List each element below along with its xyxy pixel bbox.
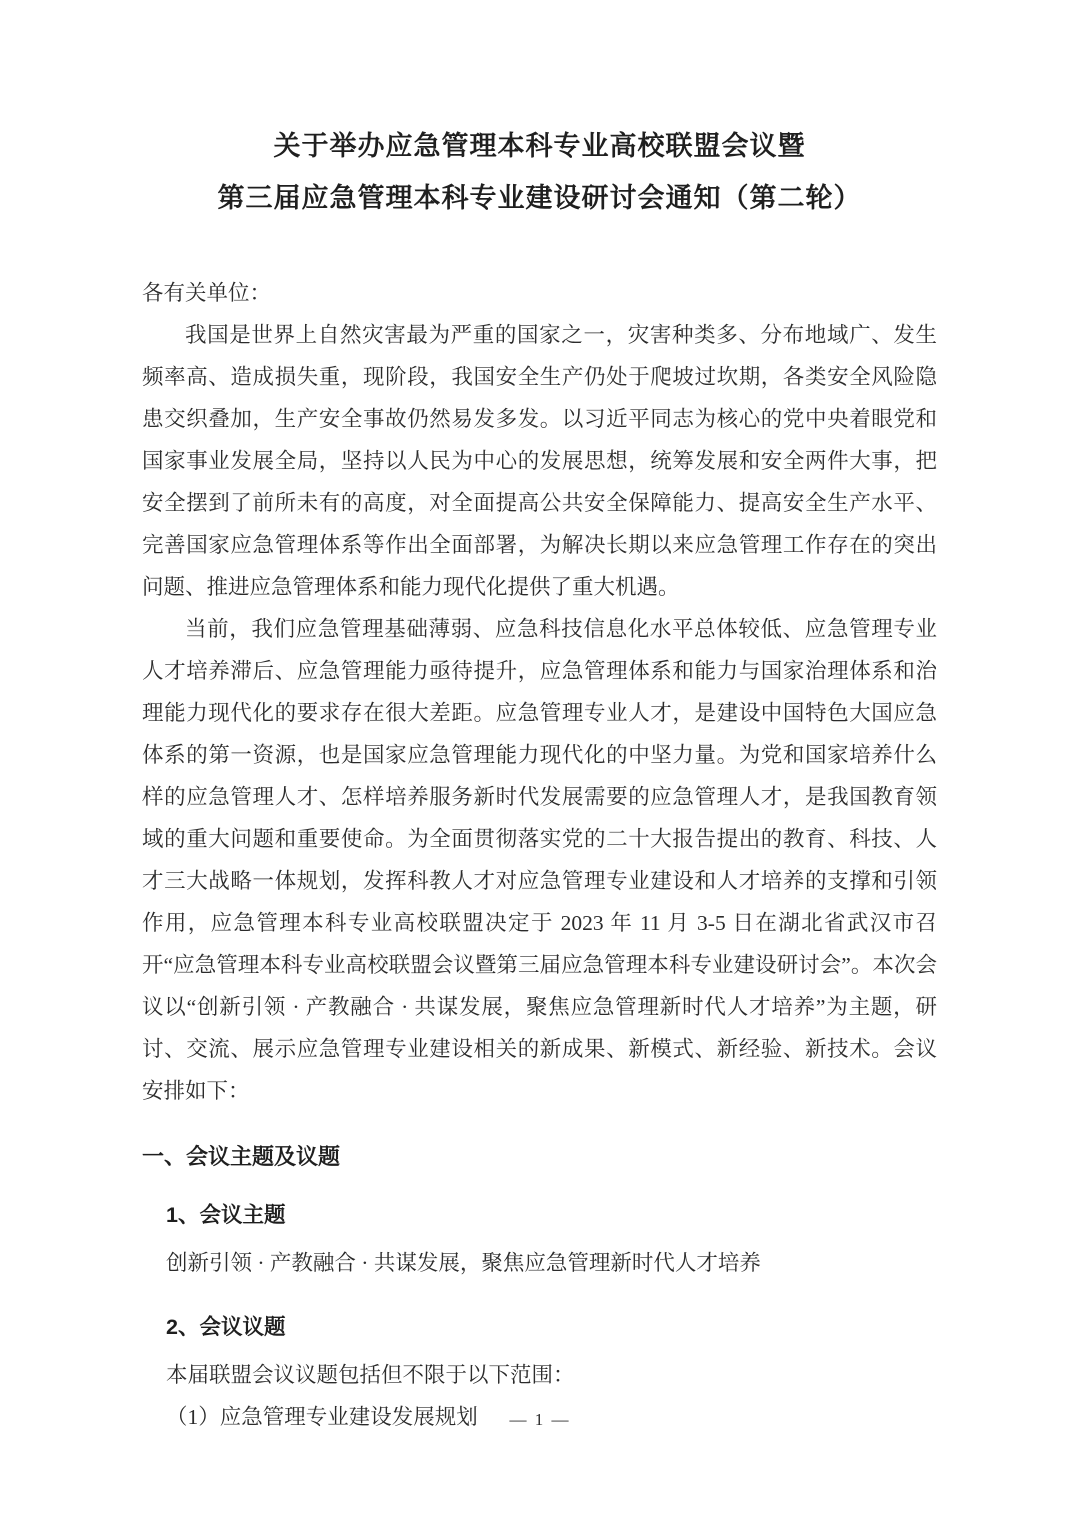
title-gap [142,224,937,272]
meeting-theme-text: 创新引领 · 产教融合 · 共谋发展，聚焦应急管理新时代人才培养 [166,1251,761,1275]
section-heading-1: 一、会议主题及议题 [142,1144,341,1169]
subheading-meeting-theme: 1、会议主题 [166,1203,286,1227]
subheading-meeting-topics: 2、会议议题 [166,1315,286,1339]
paragraph-1: 我国是世界上自然灾害最为严重的国家之一，灾害种类多、分布地域广、发生频率高、造成损失重，现阶段，我国安全生产仍处于爬坡过坎期，各类安全风险隐患交织叠加，生产安全事故仍然易发多发。以习近平同志为核心的党中央着眼党和国家事业发展全局，坚持以人民为中心的发展思想，统筹发展和安全两件大事，把安全摆到了前所未有的高度，对全面提高公共安全保障能力、提高安全生产水平、完善国家应急管理体系等作出全面部署，为解决长期以来应急管理工作存在的突出问题、推进应急管理体系和能力现代化提供了重大机遇。 [142,323,937,599]
page-number: — 1 — [509,1410,571,1429]
section-1-subblock [166,1200,937,1438]
meeting-topics-intro: 本届联盟会议议题包括但不限于以下范围： [166,1363,575,1387]
document-title-line2: 第三届应急管理本科专业建设研讨会通知（第二轮） [217,183,862,213]
topic-item-1: （1）应急管理专业建设发展规划 [166,1405,478,1429]
paragraph-2: 当前，我们应急管理基础薄弱、应急科技信息化水平总体较低、应急管理专业人才培养滞后、应急管理能力亟待提升，应急管理体系和能力与国家治理体系和治理能力现代化的要求存在很大差距。应急管理专业人才，是建设中国特色大国应急体系的第一资源，也是国家应急管理能力现代化的中坚力量。为党和国家培养什么样的应急管理人才、怎样培养服务新时代发展需要的应急管理人才，是我国教育领域的重大问题和重要使命。为全面贯彻落实党的二十大报告提出的教育、科技、人才三大战略一体规划，发挥科教人才对应急管理专业建设和人才培养的支撑和引领作用，应急管理本科专业高校联盟决定于 2023 年 11 月 3-5 日在湖北省武汉市召开“应急管理本科专业高校联盟会议暨第三届应急管理本科专业建设研讨会”。本次会议以“创新引领 · 产教融合 · 共谋发展，聚焦应急管理新时代人才培养”为主题，研讨、交流、展示应急管理专业建设相关的新成果、新模式、新经验、新技术。会议安排如下： [142,617,937,1103]
document-title-line1: 关于举办应急管理本科专业高校联盟会议暨 [273,131,806,161]
document-content [142,120,937,1438]
salutation: 各有关单位： [142,281,272,305]
